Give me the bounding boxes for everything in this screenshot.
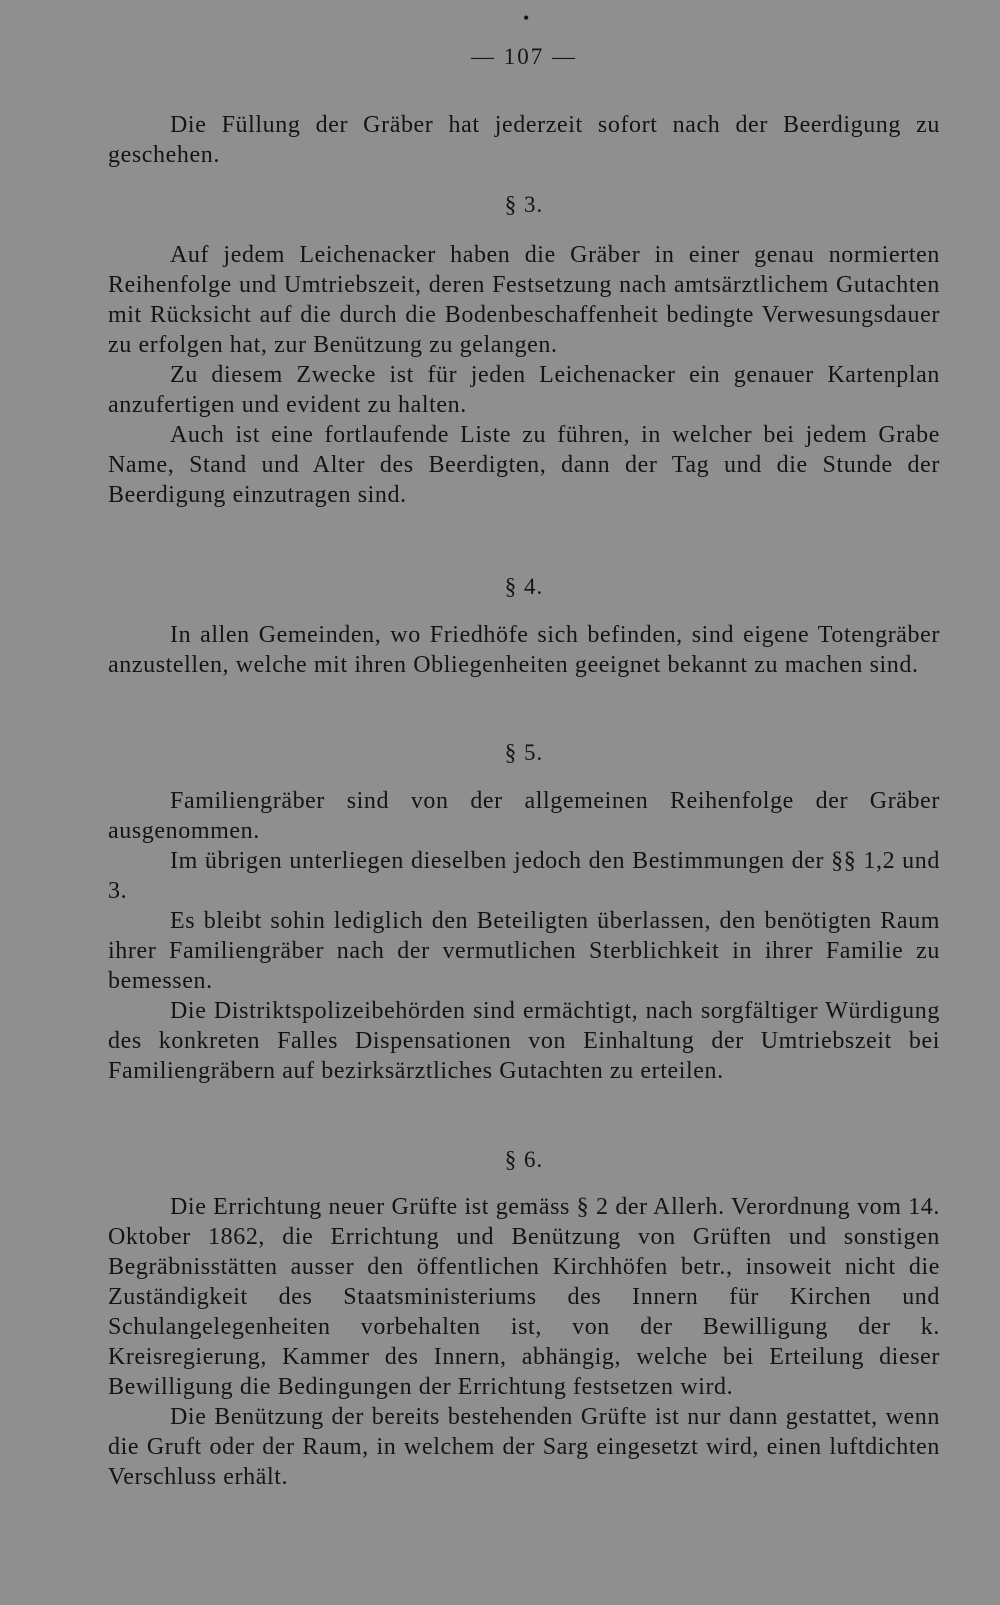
section-6 — [108, 1145, 940, 1175]
section-6-body — [108, 1192, 940, 1492]
section-heading: § 3. — [504, 192, 544, 217]
top-mark: • — [523, 8, 530, 28]
paragraph-text: Im übrigen unterliegen dieselben jedoch den Bestimmungen der §§ 1,2 und 3. — [108, 848, 940, 904]
paragraph-text: Die Errichtung neuer Grüfte ist gemäss § 2 der Allerh. Verordnung vom 14. Oktober 1862, die Errichtung und Benützung von Grüften und sonstigen Begräbnisstätten ausser den öffentlichen Kirchhöfen betr., insoweit nicht die Zuständigkeit des Staatsministeriums des Innern für Kirchen und Schulangelegenheiten vorbehalten ist, von der Bewilligung der k. Kreisregierung, Kammer des Innern, abhängig, welche bei Erteilung dieser Bewilligung die Bedingungen der Errichtung festsetzen wird. — [108, 1194, 940, 1400]
paragraph-text: Zu diesem Zwecke ist für jeden Leichenacker ein genauer Kartenplan anzufertigen und evident zu halten. — [108, 362, 940, 418]
section-heading: § 5. — [504, 740, 544, 765]
paragraph-text: Die Benützung der bereits bestehenden Grüfte ist nur dann gestattet, wenn die Gruft oder der Raum, in welchem der Sarg eingesetzt wird, einen luftdichten Verschluss erhält. — [108, 1404, 940, 1490]
paragraph-fill — [108, 110, 940, 170]
page-number: — 107 — — [471, 44, 577, 69]
document-page — [108, 0, 940, 1605]
section-3-body — [108, 240, 940, 510]
paragraph-text: Es bleibt sohin lediglich den Beteiligten überlassen, den benötigten Raum ihrer Familiengräber nach der vermutlichen Sterblichkeit in ihrer Familie zu bemessen. — [108, 908, 940, 994]
paragraph-text: Auf jedem Leichenacker haben die Gräber in einer genau normierten Reihenfolge und Umtriebszeit, deren Festsetzung nach amtsärztlichem Gutachten mit Rücksicht auf die durch die Bodenbeschaffenheit bedingte Verwesungsdauer zu erfolgen hat, zur Benützung zu gelangen. — [108, 242, 940, 358]
section-heading: § 4. — [504, 574, 544, 599]
section-heading: § 6. — [504, 1147, 544, 1172]
paragraph-text: Die Distriktspolizeibehörden sind ermächtigt, nach sorgfältiger Würdigung des konkreten Falles Dispensationen von Einhaltung der Umtriebszeit bei Familiengräbern auf bezirksärztliches Gutachten zu erteilen. — [108, 998, 940, 1084]
section-4-body — [108, 620, 940, 680]
paragraph-text: In allen Gemeinden, wo Friedhöfe sich befinden, sind eigene Totengräber anzustellen, welche mit ihren Obliegenheiten geeignet bekannt zu machen sind. — [108, 622, 940, 678]
paragraph-text: Familiengräber sind von der allgemeinen Reihenfolge der Gräber ausgenommen. — [108, 788, 940, 844]
section-5 — [108, 738, 940, 768]
section-4 — [108, 572, 940, 602]
paragraph-text: Die Füllung der Gräber hat jederzeit sofort nach der Beerdigung zu geschehen. — [108, 112, 940, 168]
section-3 — [108, 190, 940, 220]
paragraph-text: Auch ist eine fortlaufende Liste zu führen, in welcher bei jedem Grabe Name, Stand und Alter des Beerdigten, dann der Tag und die Stunde der Beerdigung einzutragen sind. — [108, 422, 940, 508]
section-5-body — [108, 786, 940, 1086]
